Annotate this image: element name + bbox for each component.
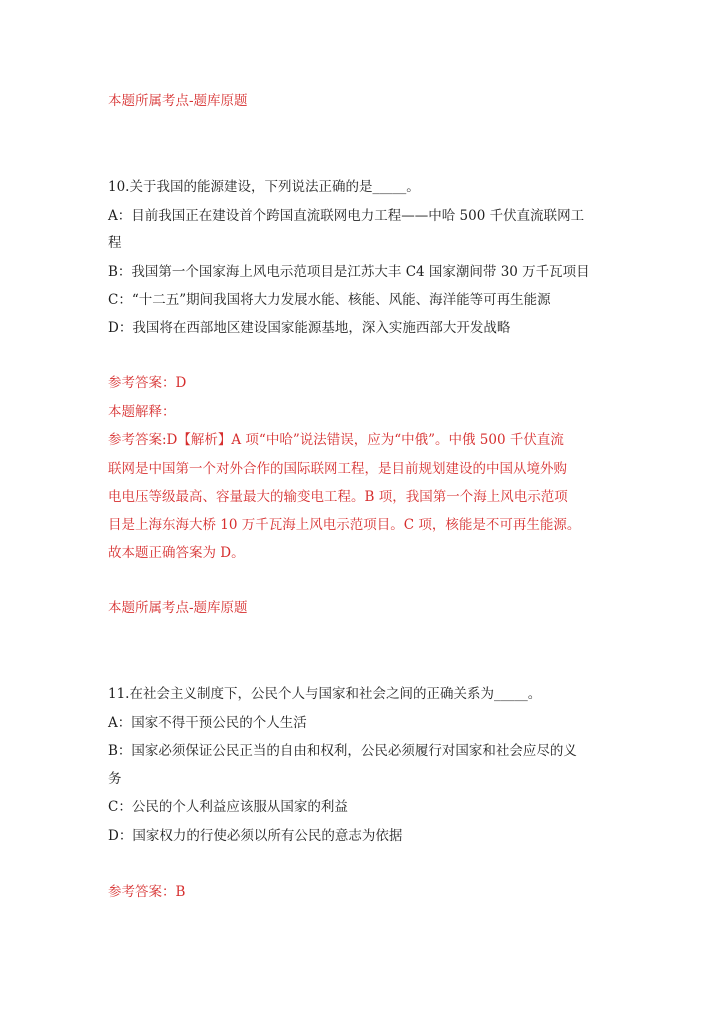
question-10-explanation-line: 目是上海东海大桥 10 万千瓦海上风电示范项目。C 项，核能是不可再生能源。 bbox=[108, 517, 581, 533]
question-10-option-a-cont: 程 bbox=[108, 235, 122, 251]
source-label: 本题所属考点-题库原题 bbox=[108, 93, 248, 109]
question-10-explanation-line: 参考答案:D【解析】A 项“中哈”说法错误，应为“中俄”。中俄 500 千伏直流 bbox=[108, 432, 564, 448]
question-11-answer: 参考答案：B bbox=[108, 884, 186, 900]
question-10-option-c: C：“十二五”期间我国将大力发展水能、核能、风能、海洋能等可再生能源 bbox=[108, 292, 551, 308]
question-11-option-b: B：国家必须保证公民正当的自由和权利，公民必须履行对国家和社会应尽的义 bbox=[108, 743, 577, 759]
question-11-option-a: A：国家不得干预公民的个人生活 bbox=[108, 715, 307, 731]
question-10-explanation-line: 联网是中国第一个对外合作的国际联网工程，是目前规划建设的中国从境外购 bbox=[108, 461, 567, 477]
question-11-stem: 11.在社会主义制度下，公民个人与国家和社会之间的正确关系为_____。 bbox=[108, 686, 542, 702]
question-10-option-a: A：目前我国正在建设首个跨国直流联网电力工程——中哈 500 千伏直流联网工 bbox=[108, 208, 585, 224]
question-10-explanation-line: 电电压等级最高、容量最大的输变电工程。B 项，我国第一个海上风电示范项 bbox=[108, 489, 568, 505]
question-10-stem: 10.关于我国的能源建设，下列说法正确的是_____。 bbox=[108, 179, 420, 195]
question-10-explanation-label: 本题解释： bbox=[108, 404, 176, 420]
question-10-option-d: D：我国将在西部地区建设国家能源基地，深入实施西部大开发战略 bbox=[108, 320, 511, 336]
question-10-option-b: B：我国第一个国家海上风电示范项目是江苏大丰 C4 国家潮间带 30 万千瓦项目 bbox=[108, 264, 590, 280]
question-10-explanation-line: 故本题正确答案为 D。 bbox=[108, 545, 245, 561]
source-label: 本题所属考点-题库原题 bbox=[108, 600, 248, 616]
question-11-option-d: D：国家权力的行使必须以所有公民的意志为依据 bbox=[108, 828, 403, 844]
question-11-option-b-cont: 务 bbox=[108, 771, 122, 787]
question-11-option-c: C：公民的个人利益应该服从国家的利益 bbox=[108, 799, 348, 815]
question-10-answer: 参考答案：D bbox=[108, 375, 187, 391]
